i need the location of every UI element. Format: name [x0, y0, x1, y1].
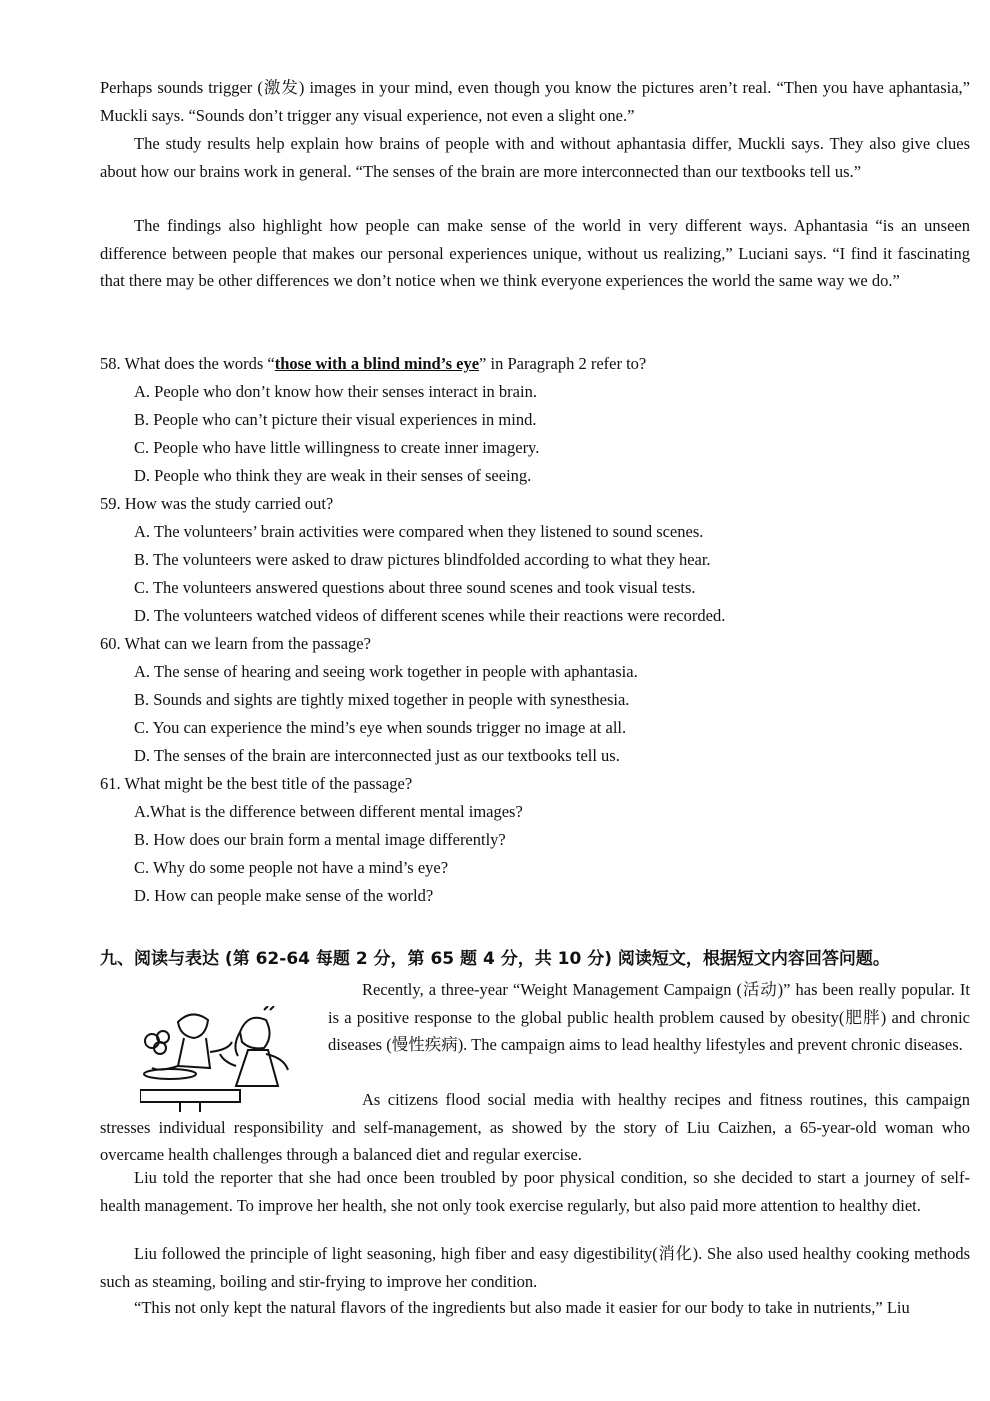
- q61-option-b: B. How does our brain form a mental image differently?: [134, 830, 506, 849]
- q61-option-d: D. How can people make sense of the world?: [134, 886, 434, 905]
- q60-option-d: D. The senses of the brain are interconnected just as our textbooks tell us.: [134, 746, 620, 765]
- passage1-paragraph-1: Perhaps sounds trigger (激发) images in your mind, even though you know the pictures aren’t real. “Then you have aphantasia,” Muckli says. “Sounds don’t trigger any visual experience, not even a slight one.”: [100, 78, 970, 125]
- q60-option-a: A. The sense of hearing and seeing work together in people with aphantasia.: [134, 662, 638, 681]
- q58-option-b: B. People who can’t picture their visual experiences in mind.: [134, 410, 537, 429]
- woman-head-icon: [240, 1018, 270, 1049]
- passage2-paragraph-5: “This not only kept the natural flavors of the ingredients but also made it easier for our body to take in nutrients,” Liu: [134, 1298, 910, 1317]
- q60-option-b: B. Sounds and sights are tightly mixed together in people with synesthesia.: [134, 690, 630, 709]
- q58-option-a: A. People who don’t know how their senses interact in brain.: [134, 382, 537, 401]
- q58-underlined-phrase: those with a blind mind’s eye: [274, 354, 480, 373]
- q59-option-a: A. The volunteers’ brain activities were compared when they listened to sound scenes.: [134, 522, 704, 541]
- q58-stem-before: 58. What does the words “: [100, 354, 275, 373]
- q61-option-a: A.What is the difference between different mental images?: [134, 802, 523, 821]
- q58-stem-after: ” in Paragraph 2 refer to?: [479, 354, 647, 373]
- q58-option-c: C. People who have little willingness to create inner imagery.: [134, 438, 540, 457]
- q61-option-c: C. Why do some people not have a mind’s eye?: [134, 858, 449, 877]
- man-head-icon: [178, 1014, 208, 1038]
- passage2-paragraph-4: Liu followed the principle of light seasoning, high fiber and easy digestibility(消化). She also used healthy cooking methods such as steaming, boiling and stir-frying to improve her condition.: [100, 1244, 970, 1291]
- plate-icon: [144, 1069, 196, 1079]
- passage2-paragraph-3: Liu told the reporter that she had once been troubled by poor physical condition, so she decided to start a journey of self-health management. To improve her health, she not only took exercise regularly, but also paid more attention to healthy diet.: [100, 1168, 970, 1215]
- question-58-stem: [100, 350, 646, 378]
- q58-option-d: D. People who think they are weak in their senses of seeing.: [134, 466, 532, 485]
- question-60-stem: 60. What can we learn from the passage?: [100, 634, 371, 653]
- passage2-intro: Recently, a three-year “Weight Management Campaign (活动)” has been really popular. It is a positive response to the global public health problem caused by obesity(肥胖) and chronic diseases (慢性疾病). The campaign aims to lead healthy lifestyles and prevent chronic diseases.: [328, 980, 970, 1054]
- passage1-paragraph-2: The study results help explain how brains of people with and without aphantasia differ, Muckli says. They also give clues about how our brains work in general. “The senses of the brain are more interconnected than our textbooks tell us.”: [100, 134, 970, 181]
- passage2-paragraph-2: As citizens flood social media with healthy recipes and fitness routines, this campaign stresses individual responsibility and self-management, as showed by the story of Liu Caizhen, a 65-year-old woman who overcame health challenges through a balanced diet and regular exercise.: [100, 1090, 970, 1164]
- q59-option-d: D. The volunteers watched videos of different scenes while their reactions were recorded.: [134, 606, 726, 625]
- q59-option-b: B. The volunteers were asked to draw pictures blindfolded according to what they hear.: [134, 550, 711, 569]
- section-9-heading: 九、阅读与表达 (第 62-64 每题 2 分，第 65 题 4 分，共 10 分) 阅读短文，根据短文内容回答问题。: [100, 949, 890, 969]
- question-59-stem: 59. How was the study carried out?: [100, 494, 334, 513]
- q60-option-c: C. You can experience the mind’s eye when sounds trigger no image at all.: [134, 718, 627, 737]
- passage1-paragraph-3: The findings also highlight how people can make sense of the world in very different ways. Aphantasia “is an unseen difference between people that makes our personal experiences unique, without us realizing,” Luciani says. “I find it fascinating that there may be other differences we don’t notice when we think everyone experiences the world the same way we do.”: [100, 216, 970, 290]
- q59-option-c: C. The volunteers answered questions about three sound scenes and took visual tests.: [134, 578, 696, 597]
- question-61-stem: 61. What might be the best title of the passage?: [100, 774, 413, 793]
